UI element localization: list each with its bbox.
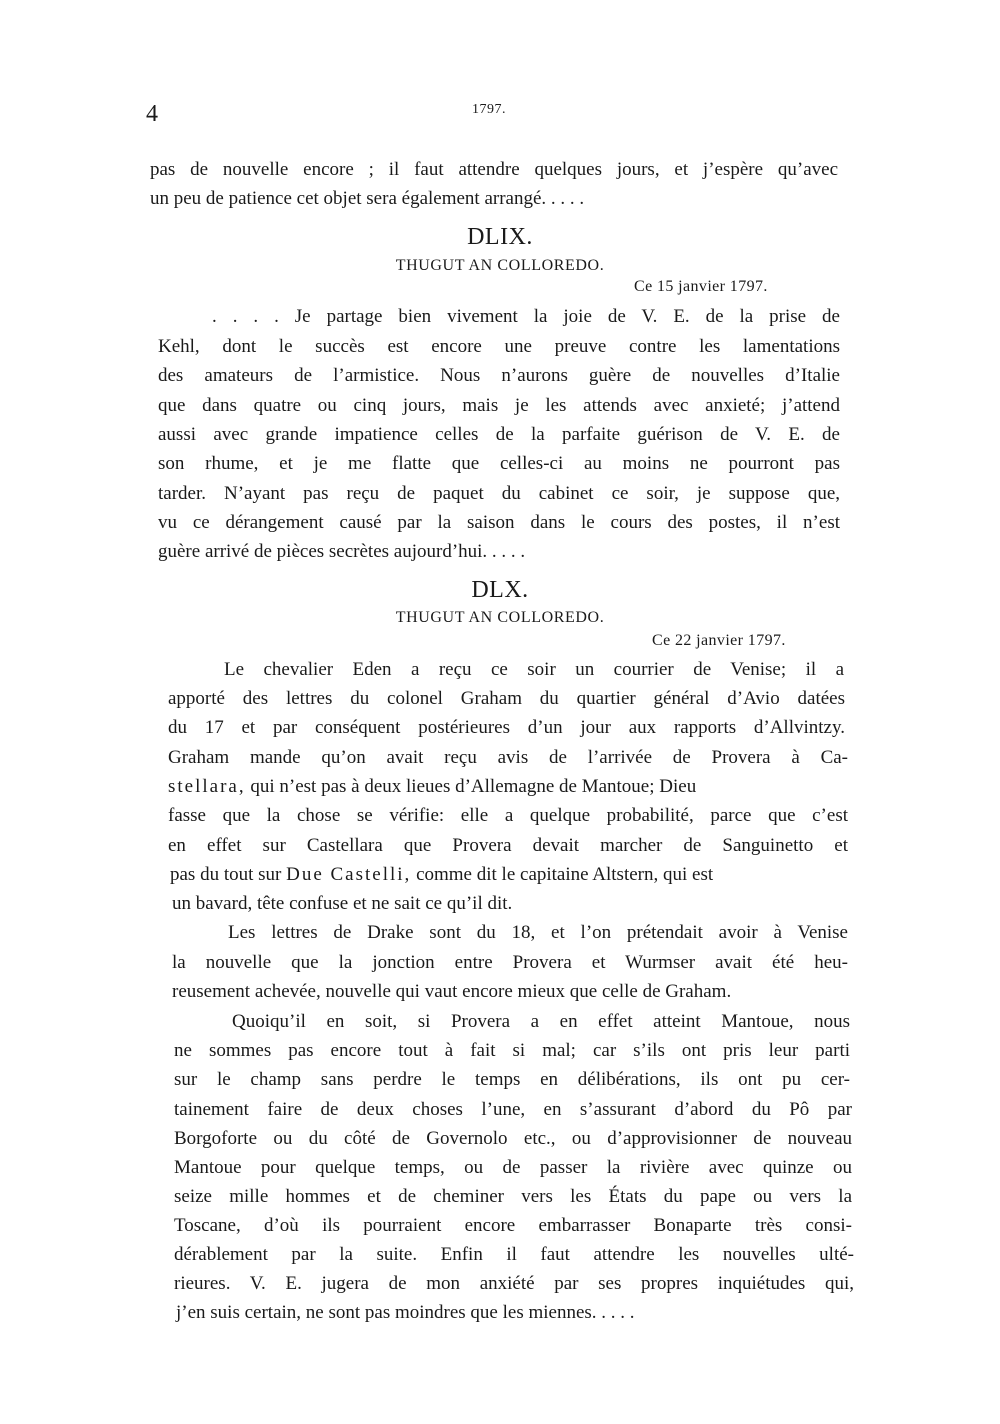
text-line: fasse que la chose se vérifie: elle a quelque probabilité, parce que c’est <box>168 805 848 826</box>
text-line: Le chevalier Eden a reçu ce soir un courrier de Venise; il a <box>224 659 844 680</box>
text-line: Les lettres de Drake sont du 18, et l’on prétendait avoir à Venise <box>228 922 848 943</box>
text-line: Mantoue pour quelque temps, ou de passer la rivière avec quinze ou <box>174 1157 852 1178</box>
letter-date: Ce 15 janvier 1797. <box>634 278 768 295</box>
text-line: rieures. V. E. jugera de mon anxiété par ses propres inquiétudes qui, <box>174 1273 854 1294</box>
text-line: Kehl, dont le succès est encore une preuve contre les lamentations <box>158 336 840 357</box>
text-line: j’en suis certain, ne sont pas moindres que les miennes. . . . . <box>176 1302 635 1323</box>
text-line: seize mille hommes et de cheminer vers les États du pape ou vers la <box>174 1186 852 1207</box>
text-line: tarder. N’ayant pas reçu de paquet du cabinet ce soir, je suppose que, <box>158 483 840 504</box>
text-line: . . . . Je partage bien vivement la joie de V. E. de la prise de <box>212 306 840 327</box>
text-line <box>170 862 713 888</box>
spaced-word: stellara, <box>168 776 246 797</box>
text-segment: qui n’est pas à deux lieues d’Allemagne de Mantoue; Dieu <box>245 776 697 797</box>
letter-date: Ce 22 janvier 1797. <box>652 632 786 649</box>
letter-number: DLX. <box>471 577 529 603</box>
text-line: vu ce dérangement causé par la saison dans le cours des postes, il n’est <box>158 512 840 533</box>
text-line: du 17 et par conséquent postérieures d’un jour aux rapports d’Allvintzy. <box>168 717 845 738</box>
text-line: ne sommes pas encore tout à fait si mal; car s’ils ont pris leur parti <box>174 1040 850 1061</box>
text-line: sur le champ sans perdre le temps en délibérations, ils ont pu cer- <box>174 1069 850 1090</box>
text-line: Quoiqu’il en soit, si Provera a en effet atteint Mantoue, nous <box>232 1011 850 1032</box>
text-line: que dans quatre ou cinq jours, mais je les attends avec anxieté; j’attend <box>158 395 840 416</box>
text-line: pas de nouvelle encore ; il faut attendre quelques jours, et j’espère qu’avec <box>150 159 838 180</box>
text-line: un peu de patience cet objet sera également arrangé. . . . . <box>150 188 585 209</box>
text-line: Borgoforte ou du côté de Governolo etc., ou d’approvisionner de nouveau <box>174 1128 852 1149</box>
text-line: Toscane, d’où ils pourraient encore embarrasser Bonaparte très consi- <box>174 1215 852 1236</box>
text-segment: comme dit le capitaine Altstern, qui est <box>411 864 714 885</box>
spaced-word: Due Castelli, <box>286 864 412 885</box>
text-line: des amateurs de l’armistice. Nous n’aurons guère de nouvelles d’Italie <box>158 365 840 386</box>
text-line: tainement faire de deux choses l’une, en s’assurant d’abord du Pô par <box>174 1099 852 1120</box>
letter-number: DLIX. <box>467 224 533 250</box>
text-line: guère arrivé de pièces secrètes aujourd’hui. . . . . <box>158 541 526 562</box>
text-line: un bavard, tête confuse et ne sait ce qu’il dit. <box>172 893 513 914</box>
letter-title: THUGUT AN COLLOREDO. <box>395 257 605 274</box>
text-line <box>168 774 696 800</box>
text-line: son rhume, et je me flatte que celles-ci au moins ne pourront pas <box>158 453 840 474</box>
letter-title: THUGUT AN COLLOREDO. <box>395 609 605 626</box>
text-line: reusement achevée, nouvelle qui vaut encore mieux que celle de Graham. <box>172 981 732 1002</box>
page-number: 4 <box>146 101 158 127</box>
text-line: en effet sur Castellara que Provera devait marcher de Sanguinetto et <box>168 835 848 856</box>
text-line: aussi avec grande impatience celles de la parfaite guérison de V. E. de <box>158 424 840 445</box>
text-line: Graham mande qu’on avait reçu avis de l’arrivée de Provera à Ca- <box>168 747 848 768</box>
running-head: 1797. <box>472 102 506 117</box>
text-line: dérablement par la suite. Enfin il faut attendre les nouvelles ulté- <box>174 1244 854 1265</box>
text-line: apporté des lettres du colonel Graham du quartier général d’Avio datées <box>168 688 845 709</box>
text-line: la nouvelle que la jonction entre Provera et Wurmser avait été heu- <box>172 952 848 973</box>
text-segment: pas du tout sur <box>170 864 287 885</box>
